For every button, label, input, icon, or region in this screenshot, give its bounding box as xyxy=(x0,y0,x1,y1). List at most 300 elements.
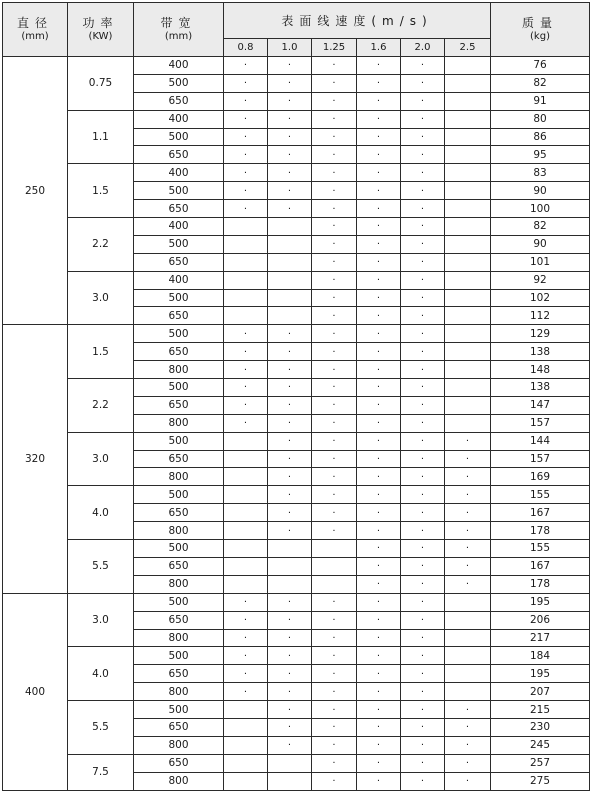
belt-width-cell: 500 xyxy=(134,701,224,719)
belt-width-cell: 650 xyxy=(134,307,224,325)
belt-width-cell: 500 xyxy=(134,540,224,558)
mass-cell: 138 xyxy=(491,379,590,397)
speed-cell xyxy=(445,110,491,128)
mass-cell: 155 xyxy=(491,486,590,504)
speed-cell xyxy=(401,522,445,540)
speed-cell xyxy=(357,289,401,307)
availability-dot: · xyxy=(420,328,425,340)
availability-dot: · xyxy=(332,686,336,698)
speed-cell xyxy=(224,629,268,647)
availability-dot: · xyxy=(420,114,425,126)
header-speed-1-6: 1.6 xyxy=(357,39,401,57)
availability-dot: · xyxy=(376,543,381,555)
availability-dot: · xyxy=(420,758,425,770)
speed-cell xyxy=(445,361,491,379)
speed-cell xyxy=(224,486,268,504)
availability-dot: · xyxy=(243,346,248,358)
speed-cell xyxy=(268,718,312,736)
availability-dot: · xyxy=(287,203,292,215)
speed-cell xyxy=(312,146,357,164)
mass-cell: 257 xyxy=(491,754,590,772)
mass-cell: 95 xyxy=(491,146,590,164)
header-mass-unit: (kg) xyxy=(530,30,550,42)
speed-cell xyxy=(445,432,491,450)
speed-cell xyxy=(401,629,445,647)
speed-cell xyxy=(445,74,491,92)
availability-dot: · xyxy=(420,668,425,680)
speed-cell xyxy=(312,235,357,253)
speed-cell xyxy=(357,57,401,75)
speed-cell xyxy=(268,110,312,128)
speed-cell xyxy=(401,146,445,164)
speed-cell xyxy=(268,271,312,289)
speed-cell xyxy=(357,164,401,182)
availability-dot: · xyxy=(243,615,248,627)
speed-cell xyxy=(224,361,268,379)
speed-cell xyxy=(357,575,401,593)
mass-cell: 90 xyxy=(491,182,590,200)
availability-dot: · xyxy=(332,78,336,90)
availability-dot: · xyxy=(243,114,248,126)
table-row xyxy=(3,432,590,450)
speed-cell xyxy=(224,736,268,754)
availability-dot: · xyxy=(332,436,336,448)
belt-width-cell: 800 xyxy=(134,683,224,701)
availability-dot: · xyxy=(465,507,470,519)
availability-dot: · xyxy=(243,328,248,340)
speed-cell xyxy=(224,289,268,307)
speed-cell xyxy=(401,754,445,772)
speed-cell xyxy=(312,164,357,182)
availability-dot: · xyxy=(332,722,336,734)
header-power-label: 功率 xyxy=(82,15,119,30)
speed-cell xyxy=(445,379,491,397)
availability-dot: · xyxy=(287,96,292,108)
belt-width-cell: 650 xyxy=(134,450,224,468)
speed-cell xyxy=(445,683,491,701)
availability-dot: · xyxy=(376,740,381,752)
availability-dot: · xyxy=(465,471,470,483)
speed-cell xyxy=(357,432,401,450)
speed-cell xyxy=(401,504,445,522)
availability-dot: · xyxy=(287,382,292,394)
speed-cell xyxy=(268,611,312,629)
availability-dot: · xyxy=(332,418,336,430)
mass-cell: 91 xyxy=(491,92,590,110)
availability-dot: · xyxy=(376,650,381,662)
speed-cell xyxy=(445,414,491,432)
belt-width-cell: 500 xyxy=(134,379,224,397)
speed-cell xyxy=(224,575,268,593)
speed-cell xyxy=(445,629,491,647)
speed-cell xyxy=(268,307,312,325)
mass-cell: 76 xyxy=(491,57,590,75)
mass-cell: 82 xyxy=(491,74,590,92)
speed-cell xyxy=(312,57,357,75)
header-diameter-label: 直径 xyxy=(16,15,53,30)
speed-cell xyxy=(312,128,357,146)
availability-dot: · xyxy=(287,686,292,698)
speed-cell xyxy=(268,74,312,92)
power-cell: 0.75 xyxy=(68,57,134,111)
mass-cell: 245 xyxy=(491,736,590,754)
belt-width-cell: 800 xyxy=(134,522,224,540)
speed-cell xyxy=(357,450,401,468)
availability-dot: · xyxy=(243,382,248,394)
speed-cell xyxy=(445,325,491,343)
availability-dot: · xyxy=(332,704,336,716)
availability-dot: · xyxy=(332,597,336,609)
availability-dot: · xyxy=(465,525,470,537)
belt-width-cell: 650 xyxy=(134,754,224,772)
speed-cell xyxy=(312,110,357,128)
availability-dot: · xyxy=(420,579,425,591)
speed-cell xyxy=(401,468,445,486)
table-row xyxy=(3,110,590,128)
availability-dot: · xyxy=(376,185,381,197)
speed-cell xyxy=(268,343,312,361)
speed-cell xyxy=(268,736,312,754)
mass-cell: 82 xyxy=(491,218,590,236)
availability-dot: · xyxy=(376,382,381,394)
availability-dot: · xyxy=(420,132,425,143)
speed-cell xyxy=(268,396,312,414)
speed-cell xyxy=(268,683,312,701)
speed-cell xyxy=(445,146,491,164)
table-row xyxy=(3,271,590,289)
availability-dot: · xyxy=(420,722,425,734)
speed-cell xyxy=(401,557,445,575)
availability-dot: · xyxy=(376,257,381,269)
speed-cell xyxy=(401,396,445,414)
availability-dot: · xyxy=(376,776,381,788)
availability-dot: · xyxy=(420,400,425,412)
speed-cell xyxy=(224,754,268,772)
availability-dot: · xyxy=(243,60,248,72)
belt-width-cell: 500 xyxy=(134,128,224,146)
spec-table xyxy=(2,2,590,791)
mass-cell: 167 xyxy=(491,557,590,575)
availability-dot: · xyxy=(376,275,381,287)
speed-cell xyxy=(224,128,268,146)
speed-cell xyxy=(312,182,357,200)
speed-cell xyxy=(445,92,491,110)
speed-cell xyxy=(401,772,445,790)
speed-cell xyxy=(224,468,268,486)
availability-dot: · xyxy=(332,310,336,322)
availability-dot: · xyxy=(332,632,336,644)
speed-cell xyxy=(312,432,357,450)
speed-cell xyxy=(312,593,357,611)
availability-dot: · xyxy=(376,132,381,143)
belt-width-cell: 800 xyxy=(134,772,224,790)
availability-dot: · xyxy=(376,293,381,305)
speed-cell xyxy=(401,593,445,611)
availability-dot: · xyxy=(332,489,336,501)
mass-cell: 207 xyxy=(491,683,590,701)
speed-cell xyxy=(401,361,445,379)
availability-dot: · xyxy=(332,346,336,358)
availability-dot: · xyxy=(287,328,292,340)
availability-dot: · xyxy=(332,203,336,215)
speed-cell xyxy=(357,235,401,253)
availability-dot: · xyxy=(465,740,470,752)
availability-dot: · xyxy=(420,454,425,466)
speed-cell xyxy=(445,611,491,629)
belt-width-cell: 500 xyxy=(134,289,224,307)
availability-dot: · xyxy=(287,418,292,430)
mass-cell: 155 xyxy=(491,540,590,558)
speed-cell xyxy=(224,504,268,522)
header-power-unit: (KW) xyxy=(88,30,113,42)
power-cell: 1.5 xyxy=(68,164,134,218)
availability-dot: · xyxy=(287,78,292,90)
availability-dot: · xyxy=(332,257,336,269)
speed-cell xyxy=(357,718,401,736)
belt-width-cell: 400 xyxy=(134,271,224,289)
speed-cell xyxy=(445,647,491,665)
diameter-cell: 320 xyxy=(3,325,68,593)
speed-cell xyxy=(224,92,268,110)
speed-cell xyxy=(401,182,445,200)
mass-cell: 112 xyxy=(491,307,590,325)
availability-dot: · xyxy=(376,400,381,412)
availability-dot: · xyxy=(243,364,248,376)
speed-cell xyxy=(401,253,445,271)
belt-width-cell: 650 xyxy=(134,396,224,414)
speed-cell xyxy=(224,522,268,540)
speed-cell xyxy=(357,647,401,665)
mass-cell: 144 xyxy=(491,432,590,450)
header-speed-0-8: 0.8 xyxy=(224,39,268,57)
speed-cell xyxy=(312,253,357,271)
availability-dot: · xyxy=(420,507,425,519)
belt-width-cell: 400 xyxy=(134,57,224,75)
speed-cell xyxy=(224,414,268,432)
speed-cell xyxy=(312,575,357,593)
speed-cell xyxy=(224,74,268,92)
belt-width-cell: 500 xyxy=(134,74,224,92)
table-row xyxy=(3,540,590,558)
mass-cell: 147 xyxy=(491,396,590,414)
speed-cell xyxy=(224,307,268,325)
availability-dot: · xyxy=(287,722,292,734)
speed-cell xyxy=(401,683,445,701)
mass-cell: 206 xyxy=(491,611,590,629)
availability-dot: · xyxy=(287,632,292,644)
availability-dot: · xyxy=(287,400,292,412)
availability-dot: · xyxy=(376,149,381,161)
speed-cell xyxy=(312,772,357,790)
speed-cell xyxy=(445,665,491,683)
availability-dot: · xyxy=(420,525,425,537)
availability-dot: · xyxy=(376,525,381,537)
availability-dot: · xyxy=(332,60,336,72)
availability-dot: · xyxy=(420,489,425,501)
availability-dot: · xyxy=(332,650,336,662)
speed-cell xyxy=(357,110,401,128)
availability-dot: · xyxy=(287,507,292,519)
speed-cell xyxy=(401,325,445,343)
availability-dot: · xyxy=(376,597,381,609)
availability-dot: · xyxy=(420,382,425,394)
speed-cell xyxy=(445,289,491,307)
header-speed-1-0: 1.0 xyxy=(268,39,312,57)
speed-cell xyxy=(357,271,401,289)
availability-dot: · xyxy=(243,167,248,179)
speed-cell xyxy=(224,182,268,200)
speed-cell xyxy=(401,647,445,665)
speed-cell xyxy=(312,486,357,504)
availability-dot: · xyxy=(420,185,425,197)
speed-cell xyxy=(312,343,357,361)
power-cell: 1.1 xyxy=(68,110,134,164)
speed-cell xyxy=(401,128,445,146)
availability-dot: · xyxy=(420,561,425,573)
mass-cell: 169 xyxy=(491,468,590,486)
speed-cell xyxy=(312,379,357,397)
mass-cell: 80 xyxy=(491,110,590,128)
speed-cell xyxy=(224,235,268,253)
belt-width-cell: 650 xyxy=(134,718,224,736)
availability-dot: · xyxy=(420,293,425,305)
table-row xyxy=(3,647,590,665)
belt-width-cell: 650 xyxy=(134,200,224,218)
power-cell: 3.0 xyxy=(68,432,134,486)
speed-cell xyxy=(357,701,401,719)
belt-width-cell: 500 xyxy=(134,182,224,200)
speed-cell xyxy=(312,396,357,414)
mass-cell: 157 xyxy=(491,414,590,432)
speed-cell xyxy=(357,396,401,414)
availability-dot: · xyxy=(287,132,292,143)
availability-dot: · xyxy=(332,471,336,483)
speed-cell xyxy=(401,736,445,754)
availability-dot: · xyxy=(376,489,381,501)
speed-cell xyxy=(224,432,268,450)
availability-dot: · xyxy=(465,758,470,770)
speed-cell xyxy=(268,253,312,271)
availability-dot: · xyxy=(287,185,292,197)
speed-cell xyxy=(445,235,491,253)
availability-dot: · xyxy=(420,776,425,788)
speed-cell xyxy=(357,683,401,701)
header-surface-speed: 表面线速度(m/s) xyxy=(224,3,491,39)
availability-dot: · xyxy=(376,454,381,466)
speed-cell xyxy=(357,629,401,647)
availability-dot: · xyxy=(420,310,425,322)
speed-cell xyxy=(268,128,312,146)
table-body xyxy=(3,57,590,791)
speed-cell xyxy=(445,754,491,772)
speed-cell xyxy=(357,253,401,271)
belt-width-cell: 800 xyxy=(134,629,224,647)
availability-dot: · xyxy=(287,597,292,609)
speed-cell xyxy=(312,307,357,325)
speed-cell xyxy=(357,611,401,629)
availability-dot: · xyxy=(376,758,381,770)
availability-dot: · xyxy=(243,650,248,662)
speed-cell xyxy=(224,343,268,361)
availability-dot: · xyxy=(287,650,292,662)
speed-cell xyxy=(268,432,312,450)
belt-width-cell: 800 xyxy=(134,414,224,432)
availability-dot: · xyxy=(420,686,425,698)
speed-cell xyxy=(312,683,357,701)
header-belt-width-unit: (mm) xyxy=(164,30,193,42)
speed-cell xyxy=(445,593,491,611)
belt-width-cell: 500 xyxy=(134,432,224,450)
speed-cell xyxy=(224,253,268,271)
availability-dot: · xyxy=(376,686,381,698)
speed-cell xyxy=(268,557,312,575)
availability-dot: · xyxy=(420,436,425,448)
speed-cell xyxy=(357,754,401,772)
speed-cell xyxy=(224,164,268,182)
availability-dot: · xyxy=(376,507,381,519)
availability-dot: · xyxy=(332,382,336,394)
belt-width-cell: 400 xyxy=(134,218,224,236)
speed-cell xyxy=(268,92,312,110)
availability-dot: · xyxy=(243,78,248,90)
speed-cell xyxy=(401,218,445,236)
speed-cell xyxy=(268,361,312,379)
power-cell: 2.2 xyxy=(68,218,134,272)
speed-cell xyxy=(312,289,357,307)
availability-dot: · xyxy=(332,525,336,537)
diameter-cell: 250 xyxy=(3,57,68,325)
mass-cell: 101 xyxy=(491,253,590,271)
speed-cell xyxy=(224,146,268,164)
header-diameter-unit: (mm) xyxy=(21,30,49,42)
speed-cell xyxy=(224,665,268,683)
belt-width-cell: 650 xyxy=(134,504,224,522)
mass-cell: 138 xyxy=(491,343,590,361)
header-power xyxy=(68,3,134,57)
speed-cell xyxy=(401,450,445,468)
speed-cell xyxy=(312,647,357,665)
table-row xyxy=(3,379,590,397)
availability-dot: · xyxy=(376,704,381,716)
speed-cell xyxy=(445,343,491,361)
belt-width-cell: 500 xyxy=(134,235,224,253)
speed-cell xyxy=(357,557,401,575)
speed-cell xyxy=(268,200,312,218)
speed-cell xyxy=(445,540,491,558)
belt-width-cell: 650 xyxy=(134,611,224,629)
speed-cell xyxy=(445,504,491,522)
availability-dot: · xyxy=(465,776,470,788)
speed-cell xyxy=(445,701,491,719)
speed-cell xyxy=(312,701,357,719)
availability-dot: · xyxy=(420,471,425,483)
speed-cell xyxy=(357,468,401,486)
belt-width-cell: 650 xyxy=(134,92,224,110)
availability-dot: · xyxy=(420,96,425,108)
speed-cell xyxy=(224,593,268,611)
speed-cell xyxy=(357,218,401,236)
availability-dot: · xyxy=(420,632,425,644)
availability-dot: · xyxy=(420,221,425,233)
mass-cell: 148 xyxy=(491,361,590,379)
availability-dot: · xyxy=(420,149,425,161)
availability-dot: · xyxy=(376,561,381,573)
speed-cell xyxy=(401,307,445,325)
speed-cell xyxy=(312,468,357,486)
speed-cell xyxy=(401,74,445,92)
mass-cell: 86 xyxy=(491,128,590,146)
availability-dot: · xyxy=(287,364,292,376)
